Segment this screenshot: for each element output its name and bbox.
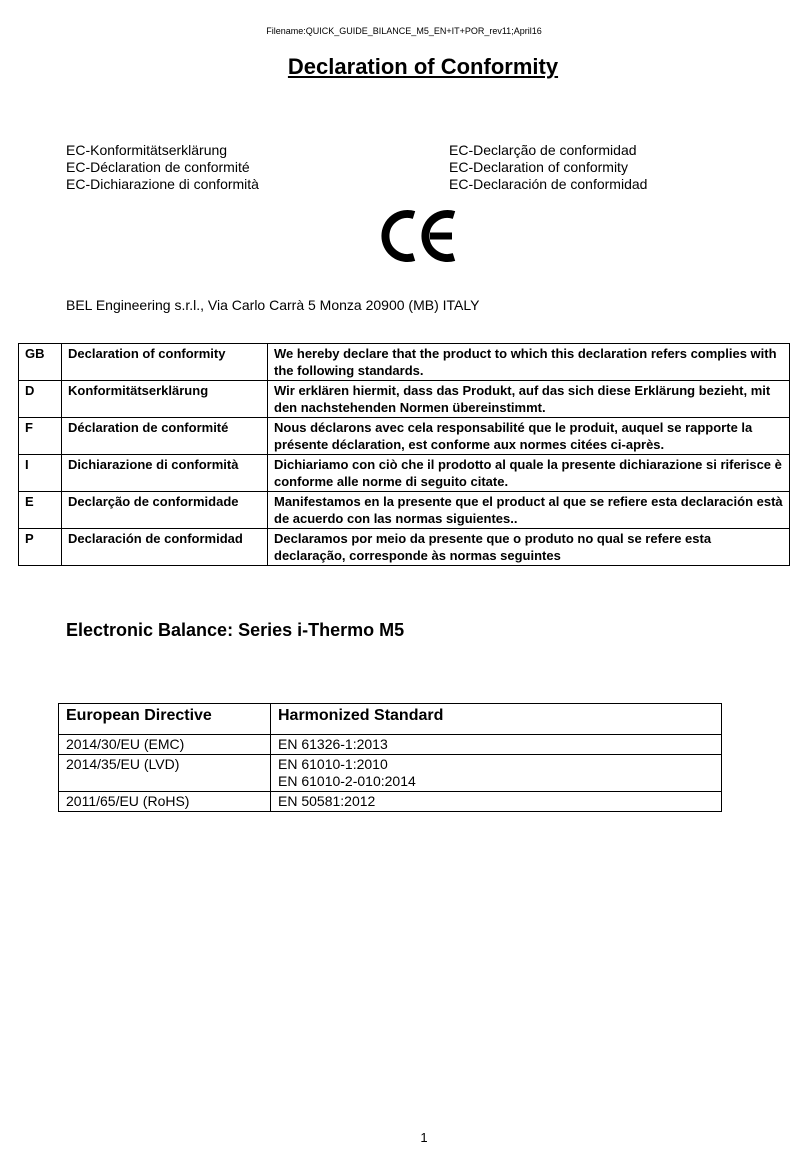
filename-header: Filename:QUICK_GUIDE_BILANCE_M5_EN+IT+POR_rev11;April16 [266,26,542,36]
page-title: Declaration of Conformity [287,54,559,79]
declaration-title: Declaración de conformidad [62,529,268,566]
declaration-text: We hereby declare that the product to which this declaration refers complies with the following standards. [268,344,790,381]
page-number: 1 [420,1130,428,1145]
header-directive: European Directive [59,704,271,735]
standards-row [59,755,722,792]
ec-titles-right [449,142,647,193]
declaration-code: I [19,455,62,492]
directive-cell: 2014/35/EU (LVD) [59,755,271,792]
declaration-row [19,344,790,381]
standard-item: EN 61010-2-010:2014 [278,773,416,789]
standards-table [58,703,722,812]
declaration-table [18,343,790,566]
standards-row [59,735,722,755]
declaration-title: Déclaration de conformité [62,418,268,455]
ce-mark-logo [368,196,466,276]
standard-item: EN 61326-1:2013 [278,736,388,752]
header-standard: Harmonized Standard [271,704,722,735]
standard-item: EN 61010-1:2010 [278,756,388,772]
standards-row [59,792,722,812]
declaration-row [19,381,790,418]
ec-titles-left [66,142,259,193]
directive-cell: 2014/30/EU (EMC) [59,735,271,755]
directive-cell: 2011/65/EU (RoHS) [59,792,271,812]
declaration-title: Declarção de conformidade [62,492,268,529]
ec-title-pt: EC-Declarção de conformidad [449,142,637,158]
declaration-title: Konformitätserklärung [62,381,268,418]
declaration-row [19,418,790,455]
declaration-code: GB [19,344,62,381]
ec-title-de: EC-Konformitätserklärung [66,142,228,158]
standard-cell [271,735,722,755]
declaration-title: Dichiarazione di conformità [62,455,268,492]
declaration-text: Wir erklären hiermit, dass das Produkt, auf das sich diese Erklärung bezieht, mit den nachstehenden Normen übereinstimmt. [268,381,790,418]
ec-title-fr: EC-Déclaration de conformité [66,159,250,175]
declaration-code: F [19,418,62,455]
declaration-text: Dichiariamo con ciò che il prodotto al quale la presente dichiarazione si riferisce è conforme alle norme di seguito citate. [268,455,790,492]
standards-header-row [59,704,722,735]
declaration-row [19,492,790,529]
declaration-text: Nous déclarons avec cela responsabilité que le produit, auquel se rapporte la présente déclaration, est conforme aux normes citées ci-après. [268,418,790,455]
declaration-title: Declaration of conformity [62,344,268,381]
standard-cell [271,792,722,812]
standard-cell [271,755,722,792]
declaration-code: P [19,529,62,566]
declaration-code: E [19,492,62,529]
ec-title-es: EC-Declaración de conformidad [449,176,648,192]
standard-item: EN 50581:2012 [278,793,376,809]
product-heading: Electronic Balance: Series i-Thermo M5 [66,620,405,640]
declaration-text: Declaramos por meio da presente que o produto no qual se refere esta declaração, corresponde às normas seguintes [268,529,790,566]
ec-title-it: EC-Dichiarazione di conformità [66,176,259,192]
company-address: BEL Engineering s.r.l., Via Carlo Carrà 5 Monza 20900 (MB) ITALY [66,297,480,313]
declaration-row [19,455,790,492]
declaration-text: Manifestamos en la presente que el product al que se refiere esta declaración està de acuerdo con las normas siguientes.. [268,492,790,529]
ec-title-en: EC-Declaration of conformity [449,159,628,175]
declaration-row [19,529,790,566]
declaration-code: D [19,381,62,418]
